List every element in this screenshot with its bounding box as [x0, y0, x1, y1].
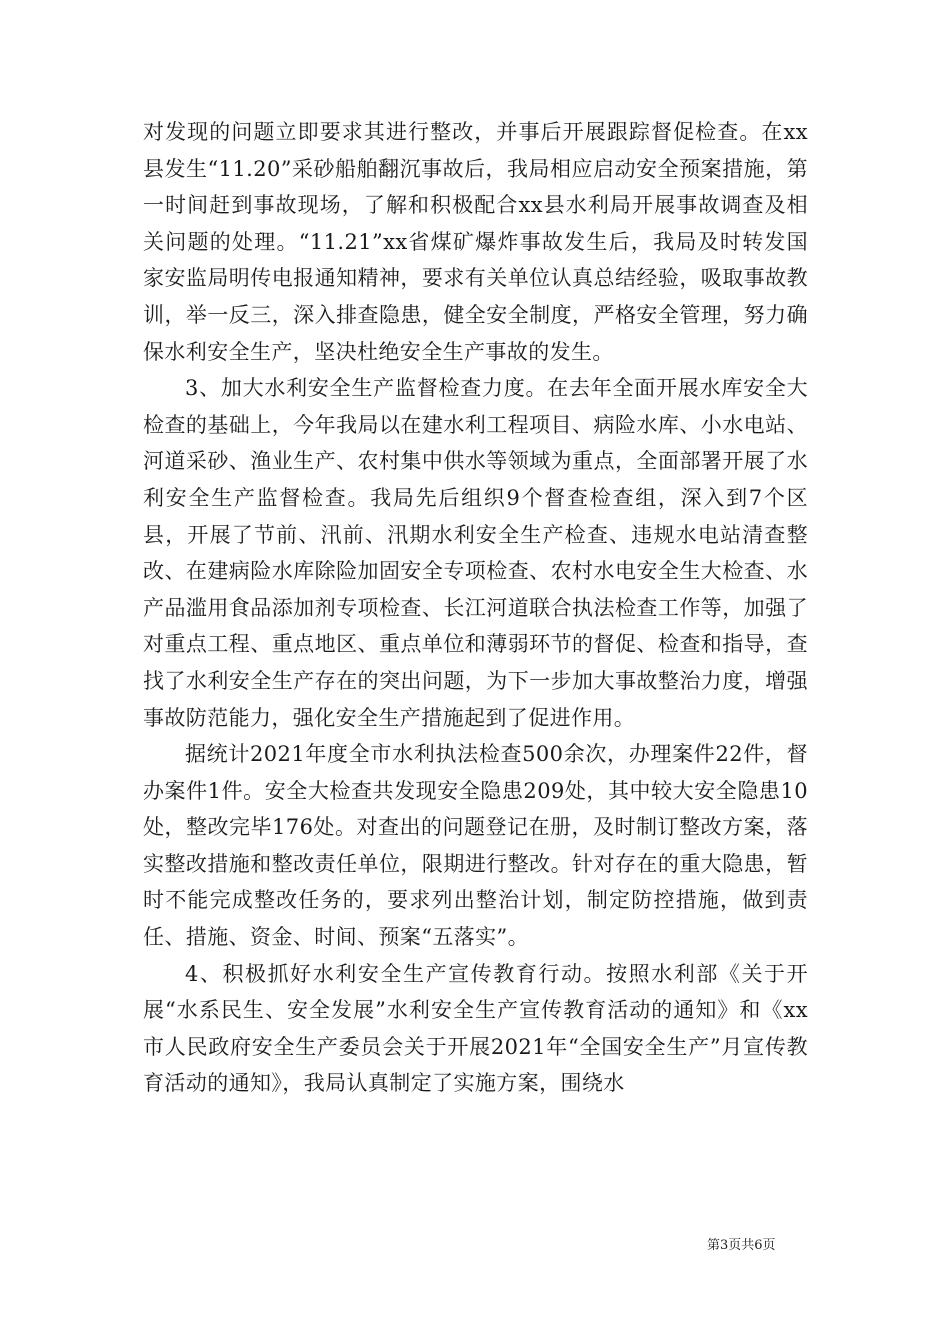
paragraph-continuation: 对发现的问题立即要求其进行整改，并事后开展跟踪督促检查。在xx县发生“11.20”采砂船舶翻沉事故后，我局相应启动安全预案措施，第一时间赶到事故现场，了解和积极配合xx县水利局开展事故调查及相关问题的处理。“11.21”xx省煤矿爆炸事故发生后，我局及时转发国家安监局明传电报通知精神，要求有关单位认真总结经验，吸取事故教训，举一反三，深入排查隐患，健全安全制度，严格安全管理，努力确保水利安全生产，坚决杜绝安全生产事故的发生。 — [143, 120, 808, 364]
paragraph-section-4: 4、积极抓好水利安全生产宣传教育行动。按照水利部《关于开展“水系民生、安全发展”水利安全生产宣传教育活动的通知》和《xx市人民政府安全生产委员会关于开展2021年“全国安全生产”月宣传教育活动的通知》，我局认真制定了实施方案，围绕水 — [143, 961, 808, 1096]
paragraph-statistics: 据统计2021年度全市水利执法检查500余次，办理案件22件，督办案件1件。安全大检查共发现安全隐患209处，其中较大安全隐患10处，整改完毕176处。对查出的问题登记在册，及时制订整改方案，落实整改措施和整改责任单位，限期进行整改。针对存在的重大隐患，暂时不能完成整改任务的，要求列出整治计划，制定防控措施，做到责任、措施、资金、时间、预案“五落实”。 — [143, 742, 808, 950]
document-body — [143, 114, 808, 1102]
page-number-footer: 第3页共6页 — [707, 1238, 776, 1253]
paragraph-section-3: 3、加大水利安全生产监督检查力度。在去年全面开展水库安全大检查的基础上，今年我局以在建水利工程项目、病险水库、小水电站、河道采砂、渔业生产、农村集中供水等领域为重点，全面部署开展了水利安全生产监督检查。我局先后组织9个督查检查组，深入到7个区县，开展了节前、汛前、汛期水利安全生产检查、违规水电站清查整改、在建病险水库除险加固安全专项检查、农村水电安全生大检查、水产品滥用食品添加剂专项检查、长江河道联合执法检查工作等，加强了对重点工程、重点地区、重点单位和薄弱环节的督促、检查和指导，查找了水利安全生产存在的突出问题，为下一步加大事故整治力度，增强事故防范能力，强化安全生产措施起到了促进作用。 — [143, 376, 808, 730]
